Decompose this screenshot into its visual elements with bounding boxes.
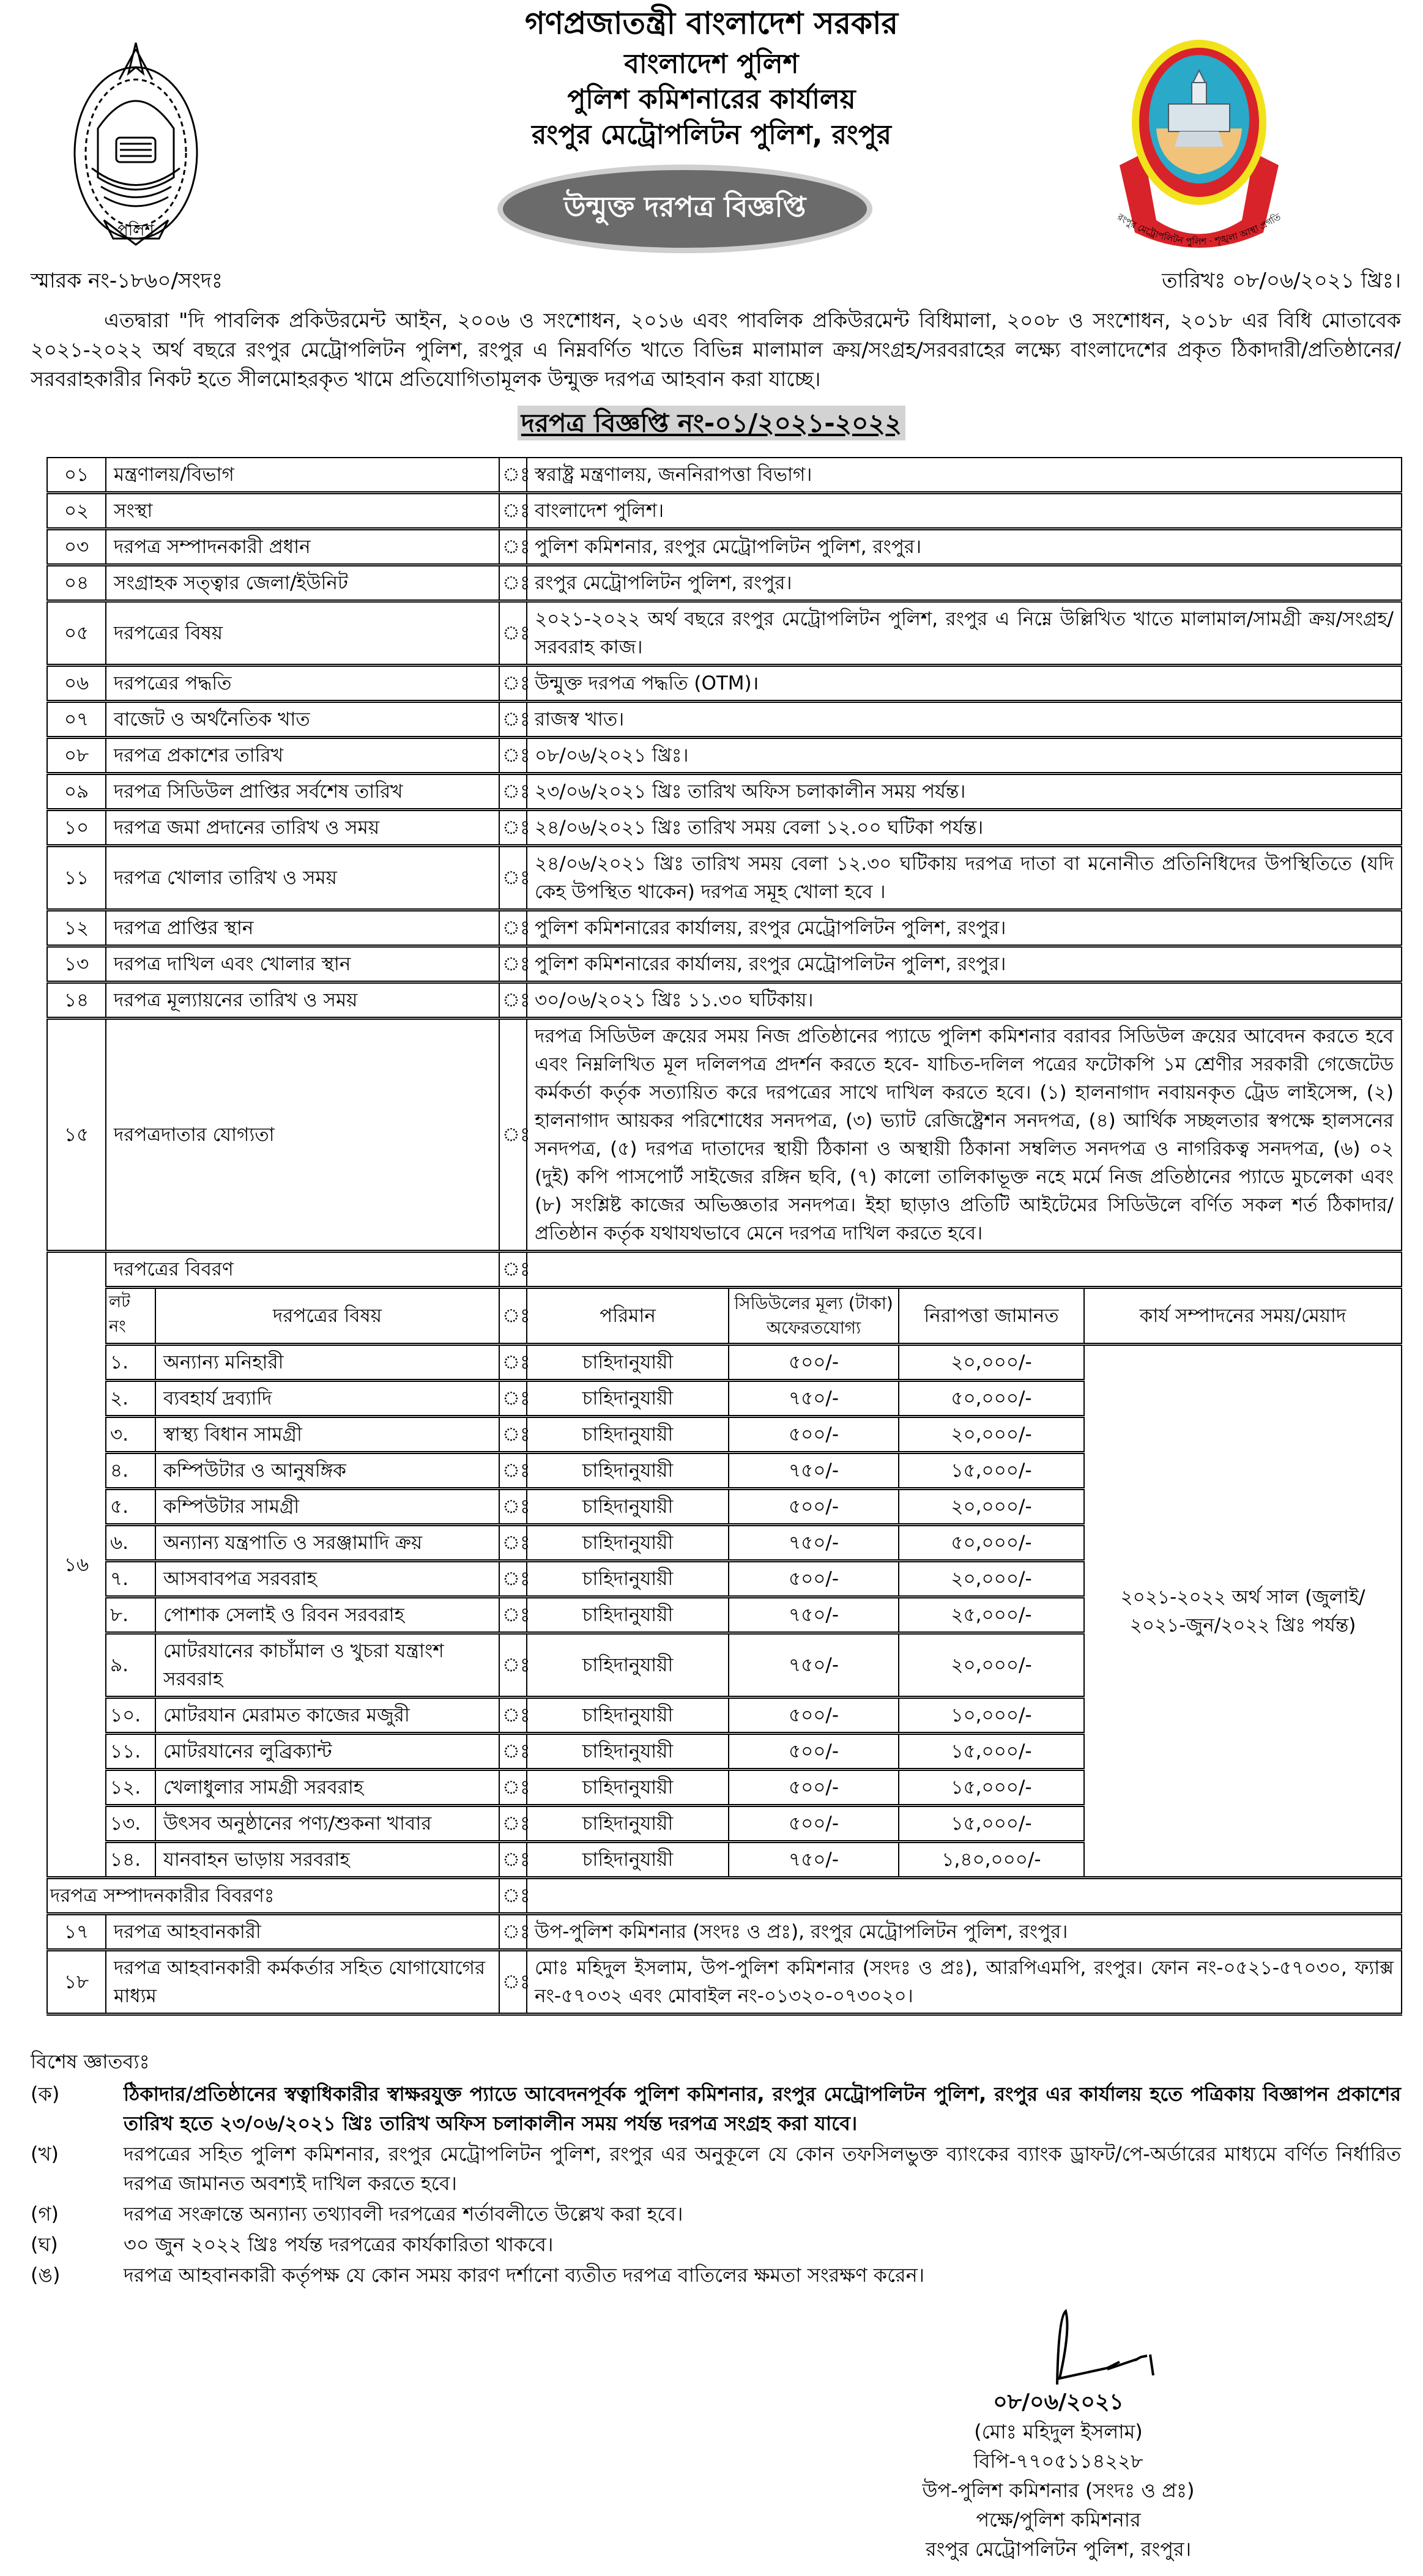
colon-separator: ঃ — [499, 1914, 527, 1950]
row-value: ২৩/০৬/২০২১ খ্রিঃ তারিখ অফিস চলাকালীন সময় পর্যন্ত। — [527, 774, 1402, 810]
table-row — [47, 1914, 1402, 1950]
colon-separator: ঃ — [499, 1698, 527, 1734]
row-label: সংস্থা — [106, 493, 499, 529]
lot-subject: অন্যান্য মনিহারী — [155, 1345, 499, 1381]
row-value — [527, 1878, 1402, 1914]
lot-quantity: চাহিদানুযায়ী — [527, 1770, 729, 1806]
lot-number: ১১. — [106, 1734, 155, 1770]
note-letter: (খ) — [31, 2142, 59, 2166]
lot-quantity: চাহিদানুযায়ী — [527, 1698, 729, 1734]
lot-security: ২০,০০০/- — [899, 1489, 1084, 1525]
lot-subject: যানবাহন ভাড়ায় সরবরাহ — [155, 1842, 499, 1878]
row-number: ০৩ — [47, 529, 106, 565]
lot-schedule-price: ৭৫০/- — [729, 1453, 899, 1489]
colon-separator: ঃ — [499, 666, 527, 702]
row-label: দরপত্র সম্পাদনকারী প্রধান — [106, 529, 499, 565]
row-number: ১৫ — [47, 1019, 106, 1252]
row-value: রংপুর মেট্রোপলিটন পুলিশ, রংপুর। — [527, 565, 1402, 601]
tender-details-table — [46, 457, 1402, 2016]
row-value — [527, 1252, 1402, 1288]
lot-subject: ব্যবহার্য দ্রব্যাদি — [155, 1381, 499, 1417]
memo-number: স্মারক নং-১৮৬০/সংদঃ — [31, 269, 223, 293]
lot-subject: মোটরযানের কাচাঁমাল ও খুচরা যন্ত্রাংশ সরবরাহ — [155, 1633, 499, 1698]
row-label: দরপত্র আহবানকারী কর্মকর্তার সহিত যোগাযোগের মাধ্যম — [106, 1950, 499, 2014]
lot-security: ২০,০০০/- — [899, 1417, 1084, 1453]
lot-security: ২০,০০০/- — [899, 1345, 1084, 1381]
lot-number: ৮. — [106, 1597, 155, 1633]
note-text: দরপত্রের সহিত পুলিশ কমিশনার, রংপুর মেট্রোপলিটন পুলিশ, রংপুর এর অনুকূলে যে কোন তফসিলভুক্ত ব্যাংকের ব্যাংক ড্রাফট/পে-অর্ডারের মাধ্যমে বর্ণিত নির্ধারিত দরপত্র জামানত অবশ্যই দাখিল করতে হবে। — [124, 2142, 1401, 2195]
lot-quantity: চাহিদানুযায়ী — [527, 1597, 729, 1633]
signatory-unit: রংপুর মেট্রোপলিটন পুলিশ, রংপুর। — [925, 2537, 1192, 2561]
colon-separator: ঃ — [499, 946, 527, 982]
lot-quantity: চাহিদানুযায়ী — [527, 1561, 729, 1597]
notice-badge: উন্মুক্ত দরপত্র বিজ্ঞপ্তি — [503, 170, 867, 248]
note-text: ৩০ জুন ২০২২ খ্রিঃ পর্যন্ত দরপত্রের কার্যকারিতা থাকবে। — [124, 2233, 554, 2256]
lot-subject: মোটরযান মেরামত কাজের মজুরী — [155, 1698, 499, 1734]
lot-quantity: চাহিদানুযায়ী — [527, 1842, 729, 1878]
unit-name: রংপুর মেট্রোপলিটন পুলিশ, রংপুর — [532, 119, 891, 150]
note-text: দরপত্র আহবানকারী কর্তৃপক্ষ যে কোন সময় কারণ দর্শানো ব্যতীত দরপত্র বাতিলের ক্ষমতা সংরক্ষণ করেন। — [124, 2263, 925, 2287]
colon-separator: ঃ — [499, 1019, 527, 1252]
row-number: ০৪ — [47, 565, 106, 601]
lot-number: ৪. — [106, 1453, 155, 1489]
tender-number: দরপত্র বিজ্ঞপ্তি নং-০১/২০২১-২০২২ — [518, 406, 905, 440]
row-label: দরপত্র সিডিউল প্রাপ্তির সর্বশেষ তারিখ — [106, 774, 499, 810]
colon-separator: ঃ — [499, 1770, 527, 1806]
table-row — [47, 1252, 1402, 1288]
executor-section-label: দরপত্র সম্পাদনকারীর বিবরণঃ — [47, 1878, 499, 1914]
row-label: দরপত্রের পদ্ধতি — [106, 666, 499, 702]
row-value: ৩০/০৬/২০২১ খ্রিঃ ১১.৩০ ঘটিকায়। — [527, 982, 1402, 1019]
colon-separator: ঃ — [499, 1950, 527, 2014]
note-text: ঠিকাদার/প্রতিষ্ঠানের স্বত্বাধিকারীর স্বাক্ষরযুক্ত প্যাডে আবেদনপূর্বক পুলিশ কমিশনার, রংপুর মেট্রোপলিটন পুলিশ, রংপুর এর কার্যালয় হতে পত্রিকায় বিজ্ঞাপন প্রকাশের তারিখ হতে ২৩/০৬/২০২১ খ্রিঃ তারিখ অফিস চলাকালীন সময় পর্যন্ত দরপত্র সংগ্রহ করা যাবে। — [124, 2082, 1401, 2135]
lot-security: ২০,০০০/- — [899, 1561, 1084, 1597]
lot-security: ১৫,০০০/- — [899, 1770, 1084, 1806]
note-item — [31, 2230, 1401, 2259]
note-item — [31, 2199, 1401, 2229]
row-value: ২০২১-২০২২ অর্থ বছরে রংপুর মেট্রোপলিটন পুলিশ, রংপুর এ নিম্নে উল্লিখিত খাতে মালামাল/সামগ্রী ক্রয়/সংগ্রহ/সরবরাহ কাজ। — [527, 601, 1402, 666]
lot-subject: অন্যান্য যন্ত্রপাতি ও সরঞ্জামাদি ক্রয় — [155, 1525, 499, 1561]
colon-separator: ঃ — [499, 1252, 527, 1288]
row-number: ০২ — [47, 493, 106, 529]
row-label: দরপত্রের বিষয় — [106, 601, 499, 666]
lot-quantity: চাহিদানুযায়ী — [527, 1633, 729, 1698]
lot-schedule-price: ৫০০/- — [729, 1806, 899, 1842]
colon-separator: ঃ — [499, 1878, 527, 1914]
row-label: সংগ্রাহক সত্ত্বার জেলা/ইউনিট — [106, 565, 499, 601]
row-value: পুলিশ কমিশনারের কার্যালয়, রংপুর মেট্রোপলিটন পুলিশ, রংপুর। — [527, 946, 1402, 982]
row-value: পুলিশ কমিশনারের কার্যালয়, রংপুর মেট্রোপলিটন পুলিশ, রংপুর। — [527, 910, 1402, 946]
row-value: উপ-পুলিশ কমিশনার (সংদঃ ও প্রঃ), রংপুর মেট্রোপলিটন পুলিশ, রংপুর। — [527, 1914, 1402, 1950]
colon-separator: ঃ — [499, 810, 527, 846]
lot-quantity: চাহিদানুযায়ী — [527, 1489, 729, 1525]
row-number: ১৩ — [47, 946, 106, 982]
lot-number: ১৩. — [106, 1806, 155, 1842]
row-label: দরপত্রের বিবরণ — [106, 1252, 499, 1288]
colon-separator: ঃ — [499, 846, 527, 910]
row-number: ০৯ — [47, 774, 106, 810]
signatory-name: (মোঃ মহিদুল ইসলাম) — [974, 2420, 1143, 2443]
emblem-lettering: পুলিশ — [117, 221, 154, 240]
lot-schedule-price: ৫০০/- — [729, 1561, 899, 1597]
row-value: স্বরাষ্ট্র মন্ত্রণালয়, জননিরাপত্তা বিভাগ। — [527, 458, 1402, 493]
lot-schedule-price: ৫০০/- — [729, 1698, 899, 1734]
lot-security: ১৫,০০০/- — [899, 1734, 1084, 1770]
header-subject: দরপত্রের বিষয় — [155, 1288, 499, 1345]
colon-separator: ঃ — [499, 565, 527, 601]
lot-number: ৯. — [106, 1633, 155, 1698]
colon-separator: ঃ — [499, 493, 527, 529]
signatory-designation: উপ-পুলিশ কমিশনার (সংদঃ ও প্রঃ) — [922, 2479, 1195, 2502]
lot-security: ১০,০০০/- — [899, 1698, 1084, 1734]
signature — [881, 2308, 1236, 2388]
colon-separator: ঃ — [499, 1633, 527, 1698]
header-period: কার্য সম্পাদনের সময়/মেয়াদ — [1084, 1288, 1402, 1345]
intro-paragraph: এতদ্বারা "দি পাবলিক প্রকিউরমেন্ট আইন, ২০০৬ ও সংশোধন, ২০১৬ এবং পাবলিক প্রকিউরমেন্ট বিধিমালা, ২০০৮ ও সংশোধন, ২০১৮ এর বিধি মোতাবেক ২০২১-২০২২ অর্থ বছরে রংপুর মেট্রোপলিটন পুলিশ, রংপুর এ নিম্নবর্ণিত খাতে বিভিন্ন মালামাল ক্রয়/সংগ্রহ/সরবরাহের লক্ষ্যে বাংলাদেশের প্রকৃত ঠিকাদারী/প্রতিষ্ঠানের/ সরবরাহকারীর নিকট হতে সীলমোহরকৃত খামে প্রতিযোগিতামূলক উন্মুক্ত দরপত্র আহবান করা যাচ্ছে। — [31, 308, 1401, 391]
government-title: গণপ্রজাতন্ত্রী বাংলাদেশ সরকার — [525, 6, 898, 41]
colon-separator: ঃ — [499, 1734, 527, 1770]
row-label: দরপত্র জমা প্রদানের তারিখ ও সময় — [106, 810, 499, 846]
table-row — [47, 601, 1402, 666]
lot-schedule-price: ৭৫০/- — [729, 1525, 899, 1561]
lot-schedule-price: ৫০০/- — [729, 1489, 899, 1525]
colon-separator: ঃ — [499, 458, 527, 493]
row-number: ১৬ — [47, 1252, 106, 1878]
lot-schedule-price: ৫০০/- — [729, 1734, 899, 1770]
office-name: পুলিশ কমিশনারের কার্যালয় — [567, 84, 856, 115]
lot-number: ৫. — [106, 1489, 155, 1525]
lot-row — [47, 1345, 1402, 1381]
row-label: দরপত্র দাখিল এবং খোলার স্থান — [106, 946, 499, 982]
row-value: দরপত্র সিডিউল ক্রয়ের সময় নিজ প্রতিষ্ঠানের প্যাডে পুলিশ কমিশনার বরাবর সিডিউল ক্রয়ের আবেদন করতে হবে এবং নিম্নলিখিত মূল দলিলপত্র প্রদর্শন করতে হবে- যাচিত-দলিল পত্রের ফটোকপি ১ম শ্রেণীর সরকারী গেজেটেড কর্মকর্তা কর্তৃক সত্যায়িত করে দরপত্রের সাথে দাখিল করতে হবে। (১) হালনাগাদ নবায়নকৃত ট্রেড লাইসেন্স, (২) হালনাগাদ আয়কর পরিশোধের সনদপত্র, (৩) ভ্যাট রেজিষ্ট্রেশন সনদপত্র, (৪) আর্থিক সচ্ছলতার স্বপক্ষে হালসনের সনদপত্র, (৫) দরপত্র দাতাদের স্থায়ী ঠিকানা ও অস্থায়ী ঠিকানা সম্বলিত সনদপত্র ও নাগরিকত্ব সনদপত্র, (৬) ০২ (দুই) কপি পাসপোর্ট সাইজের রঙ্গিন ছবি, (৭) কালো তালিকাভূক্ত নহে মর্মে নিজ প্রতিষ্ঠানের প্যাডে মুচলেকা এবং (৮) সংশ্লিষ্ট কাজের অভিজ্ঞতার সনদপত্র। ইহা ছাড়াও প্রতিটি আইটেমের সিডিউলে বর্ণিত সকল শর্ত ঠিকাদার/প্রতিষ্ঠান কর্তৃক যথাযথভাবে মেনে দরপত্র দাখিল করতে হবে। — [527, 1019, 1402, 1252]
table-row — [47, 493, 1402, 529]
table-row — [47, 982, 1402, 1019]
logo-lettering-path: রংপুর মেট্রোপলিটন পুলিশ · শৃঙ্খলা আস্থা প্রগতি — [1115, 211, 1283, 248]
table-row — [47, 666, 1402, 702]
lot-subject: খেলাধুলার সামগ্রী সরবরাহ — [155, 1770, 499, 1806]
row-value: মোঃ মহিদুল ইসলাম, উপ-পুলিশ কমিশনার (সংদঃ ও প্রঃ), আরপিএমপি, রংপুর। ফোন নং-০৫২১-৫৭০৩০, ফ্যাক্স নং-৫৭০৩২ এবং মোবাইল নং-০১৩২০-০৭৩০২০। — [527, 1950, 1402, 2014]
row-number: ১০ — [47, 810, 106, 846]
row-number: ১৪ — [47, 982, 106, 1019]
row-number: ১২ — [47, 910, 106, 946]
colon-separator: ঃ — [499, 910, 527, 946]
colon-separator: ঃ — [499, 1381, 527, 1417]
colon-separator: ঃ — [499, 1489, 527, 1525]
row-value: ০৮/০৬/২০২১ খ্রিঃ। — [527, 738, 1402, 774]
table-row — [47, 565, 1402, 601]
row-number: ০১ — [47, 458, 106, 493]
row-value: রাজস্ব খাত। — [527, 702, 1402, 738]
colon-separator: ঃ — [499, 1417, 527, 1453]
table-row — [47, 702, 1402, 738]
header-schedule-price: সিডিউলের মূল্য (টাকা) অফেরতযোগ্য — [729, 1288, 899, 1345]
lot-number: ১০. — [106, 1698, 155, 1734]
colon-separator: ঃ — [499, 702, 527, 738]
row-number: ০৮ — [47, 738, 106, 774]
lot-schedule-price: ৭৫০/- — [729, 1633, 899, 1698]
lot-number: ১৪. — [106, 1842, 155, 1878]
note-text: দরপত্র সংক্রান্তে অন্যান্য তথ্যাবলী দরপত্রের শর্তাবলীতে উল্লেখ করা হবে। — [124, 2202, 683, 2225]
lot-schedule-price: ৫০০/- — [729, 1417, 899, 1453]
lot-security: ৫০,০০০/- — [899, 1381, 1084, 1417]
notice-date: তারিখঃ ০৮/০৬/২০২১ খ্রিঃ। — [1162, 269, 1401, 293]
row-label: দরপত্র প্রকাশের তারিখ — [106, 738, 499, 774]
table-row — [47, 529, 1402, 565]
handwritten-signature-icon — [881, 2308, 1236, 2388]
row-number: ০৫ — [47, 601, 106, 666]
header-quantity: পরিমান — [527, 1288, 729, 1345]
header-lot-no: লট নং — [106, 1288, 155, 1345]
row-label: বাজেট ও অর্থনৈতিক খাত — [106, 702, 499, 738]
colon-separator: ঃ — [499, 1806, 527, 1842]
table-row — [47, 458, 1402, 493]
table-row — [47, 774, 1402, 810]
lot-schedule-price: ৭৫০/- — [729, 1842, 899, 1878]
row-value: ২৪/০৬/২০২১ খ্রিঃ তারিখ সময় বেলা ১২.৩০ ঘটিকায় দরপত্র দাতা বা মনোনীত প্রতিনিধিদের উপস্থিতিতে (যদি কেহ উপস্থিত থাকেন) দরপত্র সমূহ খোলা হবে । — [527, 846, 1402, 910]
table-row — [47, 1950, 1402, 2014]
lot-quantity: চাহিদানুযায়ী — [527, 1734, 729, 1770]
signature-block — [881, 2308, 1236, 2564]
lot-subject: মোটরযানের লুব্রিক্যান্ট — [155, 1734, 499, 1770]
colon-separator: ঃ — [499, 1597, 527, 1633]
lot-quantity: চাহিদানুযায়ী — [527, 1417, 729, 1453]
lot-quantity: চাহিদানুযায়ী — [527, 1525, 729, 1561]
lot-security: ২০,০০০/- — [899, 1633, 1084, 1698]
lot-number: ২. — [106, 1381, 155, 1417]
note-item — [31, 2079, 1401, 2138]
colon-separator: ঃ — [499, 1453, 527, 1489]
notes-title: বিশেষ জ্ঞাতব্যঃ — [31, 2050, 150, 2073]
row-label: দরপত্র আহবানকারী — [106, 1914, 499, 1950]
lot-number: ৬. — [106, 1525, 155, 1561]
note-letter: (ঙ) — [31, 2263, 61, 2287]
table-row — [47, 846, 1402, 910]
lot-security: ১,৪০,০০০/- — [899, 1842, 1084, 1878]
document-body — [0, 267, 1423, 2576]
note-item — [31, 2139, 1401, 2198]
note-letter: (ঘ) — [31, 2233, 58, 2256]
department-name: বাংলাদেশ পুলিশ — [624, 48, 799, 80]
colon-separator: ঃ — [499, 738, 527, 774]
row-label: দরপত্র মূল্যায়নের তারিখ ও সময় — [106, 982, 499, 1019]
row-number: ১১ — [47, 846, 106, 910]
colon-separator: ঃ — [499, 1561, 527, 1597]
row-value: পুলিশ কমিশনার, রংপুর মেট্রোপলিটন পুলিশ, রংপুর। — [527, 529, 1402, 565]
lot-subject: কম্পিউটার ও আনুষঙ্গিক — [155, 1453, 499, 1489]
table-row — [47, 1288, 1402, 1345]
lot-schedule-price: ৫০০/- — [729, 1345, 899, 1381]
signatory-on-behalf: পক্ষে/পুলিশ কমিশনার — [976, 2508, 1141, 2531]
note-item — [31, 2260, 1401, 2290]
lot-quantity: চাহিদানুযায়ী — [527, 1806, 729, 1842]
row-number: ১৮ — [47, 1950, 106, 2014]
colon-separator: ঃ — [499, 1525, 527, 1561]
colon-separator: ঃ — [499, 601, 527, 666]
lot-quantity: চাহিদানুযায়ী — [527, 1345, 729, 1381]
header-security: নিরাপত্তা জামানত — [899, 1288, 1084, 1345]
note-letter: (ক) — [31, 2082, 60, 2106]
colon-separator: ঃ — [499, 1288, 527, 1345]
lot-security: ১৫,০০০/- — [899, 1453, 1084, 1489]
row-value: বাংলাদেশ পুলিশ। — [527, 493, 1402, 529]
lot-period: ২০২১-২০২২ অর্থ সাল (জুলাই/২০২১-জুন/২০২২ খ্রিঃ পর্যন্ত) — [1084, 1345, 1402, 1878]
colon-separator: ঃ — [499, 982, 527, 1019]
colon-separator: ঃ — [499, 1345, 527, 1381]
row-label: দরপত্রদাতার যোগ্যতা — [106, 1019, 499, 1252]
lot-security: ২৫,০০০/- — [899, 1597, 1084, 1633]
lot-number: ৩. — [106, 1417, 155, 1453]
table-row — [47, 810, 1402, 846]
lot-schedule-price: ৫০০/- — [729, 1770, 899, 1806]
table-row — [47, 738, 1402, 774]
lot-subject: স্বাস্থ্য বিধান সামগ্রী — [155, 1417, 499, 1453]
row-label: দরপত্র খোলার তারিখ ও সময় — [106, 846, 499, 910]
lot-schedule-price: ৭৫০/- — [729, 1381, 899, 1417]
row-value: ২৪/০৬/২০২১ খ্রিঃ তারিখ সময় বেলা ১২.০০ ঘটিকা পর্যন্ত। — [527, 810, 1402, 846]
lot-subject: কম্পিউটার সামগ্রী — [155, 1489, 499, 1525]
row-number: ০৬ — [47, 666, 106, 702]
colon-separator: ঃ — [499, 1842, 527, 1878]
row-number: ০৭ — [47, 702, 106, 738]
lot-subject: উৎসব অনুষ্ঠানের পণ্য/শুকনা খাবার — [155, 1806, 499, 1842]
row-label: দরপত্র প্রাপ্তির স্থান — [106, 910, 499, 946]
lot-number: ১. — [106, 1345, 155, 1381]
colon-separator: ঃ — [499, 774, 527, 810]
lot-quantity: চাহিদানুযায়ী — [527, 1453, 729, 1489]
row-number: ১৭ — [47, 1914, 106, 1950]
lot-quantity: চাহিদানুযায়ী — [527, 1381, 729, 1417]
colon-separator: ঃ — [499, 529, 527, 565]
lot-schedule-price: ৭৫০/- — [729, 1597, 899, 1633]
tender-number-heading — [0, 406, 1423, 446]
signed-date: ০৮/০৬/২০২১ — [993, 2389, 1124, 2415]
table-row — [47, 946, 1402, 982]
row-label: মন্ত্রণালয়/বিভাগ — [106, 458, 499, 493]
lot-security: ৫০,০০০/- — [899, 1525, 1084, 1561]
lot-number: ৭. — [106, 1561, 155, 1597]
row-value: উন্মুক্ত দরপত্র পদ্ধতি (OTM)। — [527, 666, 1402, 702]
table-row — [47, 1019, 1402, 1252]
lot-subject: পোশাক সেলাই ও রিবন সরবরাহ — [155, 1597, 499, 1633]
lot-number: ১২. — [106, 1770, 155, 1806]
memo-row — [0, 267, 1423, 295]
table-row — [47, 910, 1402, 946]
lot-security: ১৫,০০০/- — [899, 1806, 1084, 1842]
note-letter: (গ) — [31, 2202, 59, 2225]
lot-subject: আসবাবপত্র সরবরাহ — [155, 1561, 499, 1597]
special-notes — [31, 2046, 1401, 2290]
table-row — [47, 1878, 1402, 1914]
signatory-bp: বিপি-৭৭০৫১১৪২২৮ — [973, 2449, 1143, 2473]
